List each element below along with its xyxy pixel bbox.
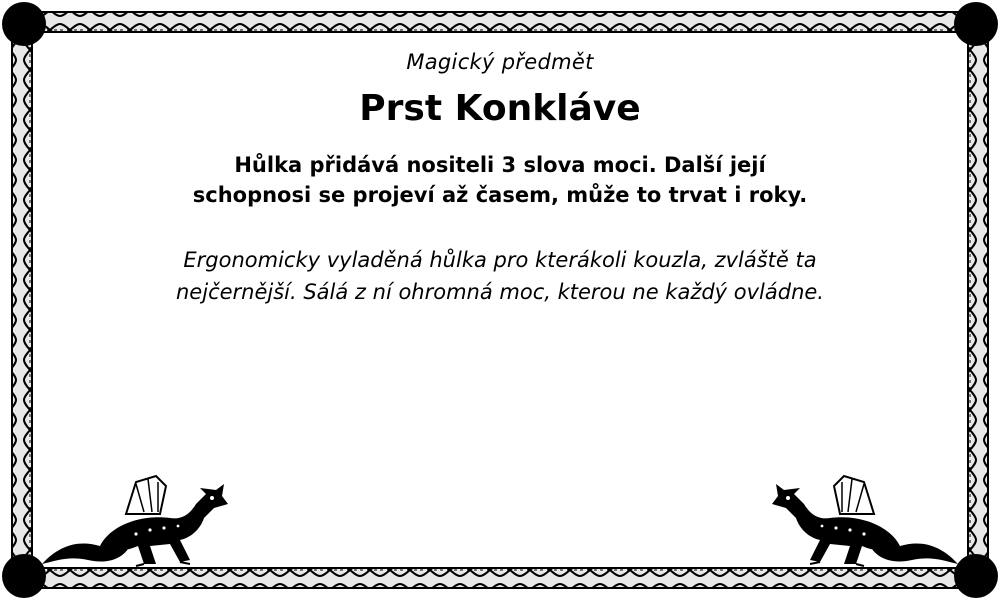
rules-text: Hůlka přidává nositeli 3 slova moci. Další její schopnosi se projeví až časem, může to trvat i roky.	[192, 153, 808, 207]
corner-dot-top-right	[954, 2, 998, 46]
corner-dot-top-left	[2, 2, 46, 46]
dragon-left-icon	[40, 474, 230, 570]
dragon-right-icon	[770, 474, 960, 570]
item-category: Magický předmět	[406, 50, 594, 74]
card-content	[120, 48, 880, 308]
corner-dot-bottom-right	[954, 554, 998, 598]
item-title: Prst Konkláve	[359, 88, 641, 129]
flavor-text: Ergonomicky vyladěná hůlka pro kterákoli kouzla, zvláště ta nejčernější. Sálá z ní ohromná moc, kterou ne každý ovládne.	[176, 248, 824, 304]
